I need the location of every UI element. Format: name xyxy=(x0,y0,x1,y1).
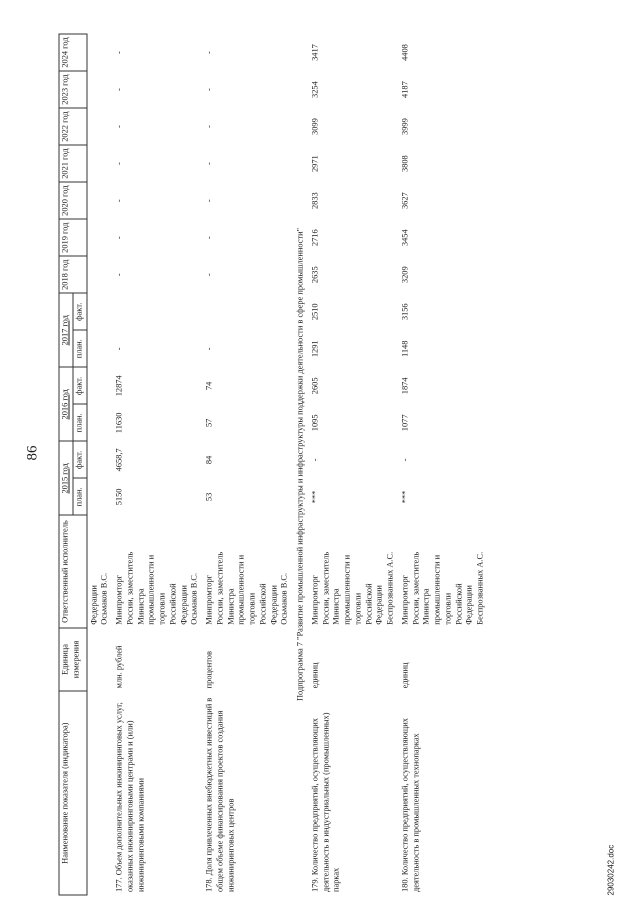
indicator-unit: единиц xyxy=(399,662,409,688)
resp-line: Министра xyxy=(331,587,341,625)
header-fact: факт. xyxy=(72,367,86,404)
indicator-value: - xyxy=(114,235,123,239)
resp-line: торговли xyxy=(352,592,362,625)
header-fact: факт. xyxy=(72,441,86,478)
resp-continuation xyxy=(86,515,112,627)
indicator-row xyxy=(202,34,292,895)
indicator-value: - xyxy=(204,235,213,239)
resp-line: Беспрозванных А.С. xyxy=(475,551,484,625)
subprogram-title: Подпрограмма 7 "Развитие промышленной инфраструктуры и инфраструктуры поддержки деятельности в сфере промышленности" xyxy=(295,227,304,701)
indicator-row xyxy=(112,34,202,895)
resp-line: промышленности и xyxy=(432,554,441,625)
indicator-value: 12874 xyxy=(114,374,123,396)
indicator-value: 1077 xyxy=(399,413,409,431)
resp-line: торговли xyxy=(247,592,256,625)
indicator-value: 4658,7 xyxy=(114,447,123,471)
indicator-value: - xyxy=(204,161,213,165)
header-unit: Единица измерения xyxy=(59,627,87,691)
indicator-responsible xyxy=(202,515,292,627)
resp-line: промышленности и xyxy=(236,554,246,625)
indicator-value: 2971 xyxy=(309,154,319,172)
resp-line: Российской xyxy=(257,582,267,625)
resp-line: Федерации xyxy=(374,584,384,625)
header-row-1 xyxy=(59,34,73,895)
header-2021: 2021 год xyxy=(59,145,87,182)
indicator-value: - xyxy=(114,161,123,165)
resp-line: Министра xyxy=(225,587,235,625)
indicator-row xyxy=(398,34,488,895)
page-number: 86 xyxy=(24,445,40,460)
indicator-value: 2635 xyxy=(309,265,319,283)
indicator-value: 3999 xyxy=(399,117,409,135)
header-2015: 2015 год xyxy=(59,441,73,515)
indicator-value: - xyxy=(114,272,123,276)
indicator-responsible xyxy=(308,515,398,627)
resp-line: Российской xyxy=(167,582,177,625)
indicator-value: *** xyxy=(309,490,319,503)
resp-line: Минпромторг xyxy=(309,574,319,625)
indicator-value: 53 xyxy=(204,492,213,501)
header-2024: 2024 год xyxy=(59,34,87,71)
indicator-value: 84 xyxy=(204,455,213,464)
indicator-value: 3099 xyxy=(309,117,319,135)
indicator-value: 4408 xyxy=(399,43,409,61)
indicator-responsible xyxy=(112,515,202,627)
indicator-value: - xyxy=(114,50,123,54)
header-resp: Ответственный исполнитель xyxy=(59,515,87,627)
indicator-value: 1095 xyxy=(309,413,319,431)
indicator-value: 3156 xyxy=(399,302,409,320)
indicator-value: - xyxy=(114,346,123,350)
indicator-value: 2716 xyxy=(309,228,319,246)
indicator-value: 1291 xyxy=(309,339,319,357)
indicator-value: 3254 xyxy=(309,80,319,98)
indicator-value: - xyxy=(114,124,123,128)
resp-line: Минпромторг xyxy=(399,574,409,625)
document-id: 29030242.doc xyxy=(606,844,615,895)
indicator-value: 4187 xyxy=(399,80,409,98)
resp-line: Федерации xyxy=(178,584,188,625)
indicator-value: 1874 xyxy=(399,376,409,394)
indicator-value: - xyxy=(114,87,123,91)
header-2016: 2016 год xyxy=(59,367,73,441)
resp-line: Осьмаков В.С. xyxy=(99,572,109,625)
indicator-value: 3627 xyxy=(399,191,409,209)
resp-line: России, заместитель xyxy=(124,551,134,625)
indicator-value: 3454 xyxy=(399,228,409,246)
header-2020: 2020 год xyxy=(59,182,87,219)
indicator-name: 180. Количество предприятий, осуществляющих деятельность в промышленных технопарках xyxy=(399,717,420,892)
indicators-table xyxy=(58,33,488,895)
header-plan: план. xyxy=(72,478,86,515)
indicator-value xyxy=(112,293,202,330)
indicator-value: - xyxy=(204,272,213,276)
header-plan: план. xyxy=(72,330,86,367)
indicator-name: 177. Объем дополнительных инжиниринговых услуг, оказанных инжиниринговыми центрами и (или) инжиниринговыми компаниями xyxy=(114,701,145,892)
indicator-name: 179. Количество предприятий, осуществляющих деятельность в индустриальных (промышленных) парках xyxy=(309,712,341,892)
resp-line: Федерации xyxy=(464,584,474,625)
indicator-row xyxy=(308,34,398,895)
header-2017: 2017 год xyxy=(59,293,73,367)
indicator-value: 57 xyxy=(204,418,213,427)
indicator-value xyxy=(202,293,292,330)
indicator-value: 74 xyxy=(204,381,213,390)
indicator-value: - xyxy=(399,458,409,461)
header-2022: 2022 год xyxy=(59,108,87,145)
resp-line: Федерации xyxy=(268,584,278,625)
resp-line: Министра xyxy=(421,587,431,625)
resp-line: России, заместитель xyxy=(320,551,330,625)
resp-line: Федерации xyxy=(88,584,98,625)
header-plan: план. xyxy=(72,404,86,441)
resp-line: торговли xyxy=(157,592,166,625)
header-name: Наименование показателя (индикатора) xyxy=(59,691,87,895)
resp-line: промышленности и xyxy=(342,554,351,625)
indicator-value: 5150 xyxy=(114,488,123,505)
indicator-name: 178. Доля привлеченных внебюджетных инвестиций в общем объеме финансирования проектов создания инжиниринговых центров xyxy=(204,697,235,892)
header-2018: 2018 год xyxy=(59,256,87,293)
resp-line: Минпромторг xyxy=(114,574,123,625)
indicator-value: - xyxy=(204,87,213,91)
resp-line: Российской xyxy=(453,582,463,625)
indicator-value: 11630 xyxy=(114,412,123,433)
indicator-value: 2510 xyxy=(309,302,319,320)
indicator-value: - xyxy=(204,124,213,128)
indicator-value: 2833 xyxy=(309,191,319,209)
indicator-unit: единиц xyxy=(309,662,319,688)
resp-line: Осьмаков В.С. xyxy=(279,572,289,625)
resp-line: Министра xyxy=(135,587,145,625)
header-2023: 2023 год xyxy=(59,71,87,108)
resp-line: России, заместитель xyxy=(214,551,224,625)
resp-line: Осьмаков В.С. xyxy=(189,572,199,625)
header-fact: факт. xyxy=(72,293,86,330)
indicator-value: - xyxy=(204,198,213,202)
resp-line: Минпромторг xyxy=(204,574,213,625)
indicator-unit: процентов xyxy=(204,650,213,688)
indicator-responsible xyxy=(398,515,488,627)
resp-line: Российской xyxy=(363,582,373,625)
continuation-row xyxy=(86,34,112,895)
indicator-value: 3209 xyxy=(399,265,409,283)
indicator-value: 3417 xyxy=(309,43,319,61)
resp-line: России, заместитель xyxy=(410,551,420,625)
indicator-value: - xyxy=(309,458,319,461)
resp-line: торговли xyxy=(442,592,452,625)
indicator-unit: млн. рублей xyxy=(114,645,123,688)
indicator-value: - xyxy=(204,346,213,350)
subprogram-row xyxy=(292,34,308,895)
resp-line: промышленности и xyxy=(146,554,156,625)
indicator-value: 2605 xyxy=(309,376,319,394)
indicator-value: - xyxy=(204,50,213,54)
indicator-value: - xyxy=(114,198,123,202)
indicator-value: 3808 xyxy=(399,154,409,172)
indicator-value: 1148 xyxy=(399,340,409,357)
indicator-value: *** xyxy=(399,490,409,503)
resp-line: Беспрозванных А.С. xyxy=(385,551,394,625)
header-2019: 2019 год xyxy=(59,219,87,256)
